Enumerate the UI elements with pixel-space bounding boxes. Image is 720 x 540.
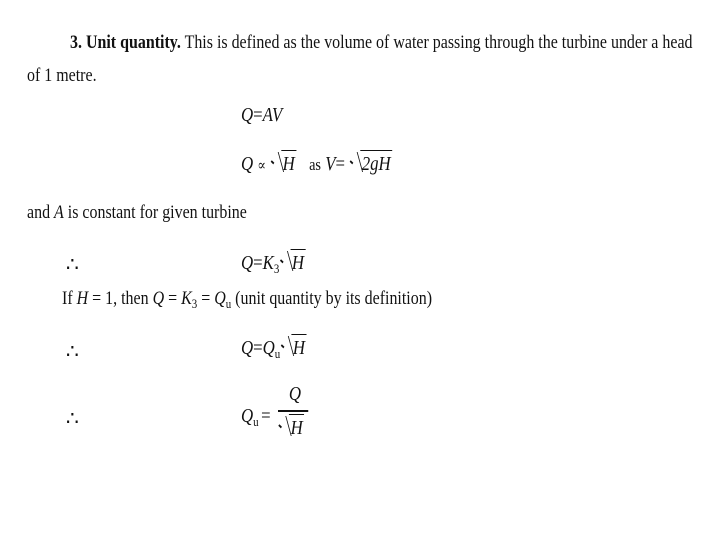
- section-number: 3.: [70, 32, 82, 53]
- sqrt-2gh: [350, 150, 392, 176]
- if-eq1: = 1, then: [88, 288, 153, 309]
- sqrt-h: [271, 150, 297, 176]
- therefore-symbol-3: ∴: [66, 406, 79, 430]
- eq3-op: =: [253, 252, 263, 274]
- constant-pre: and: [27, 202, 55, 223]
- heading-line-2: [27, 65, 97, 87]
- section-title: Unit quantity.: [85, 32, 181, 53]
- if-eq3: =: [197, 288, 215, 309]
- eq3-lhs: Q: [241, 252, 254, 274]
- heading-text-2: of 1 metre.: [27, 65, 97, 86]
- if-qu-sub: u: [225, 296, 232, 311]
- eq2-radicand2: 2gH: [361, 153, 391, 175]
- if-k: K: [181, 288, 192, 309]
- if-tail: (unit quantity by its definition): [231, 288, 433, 309]
- eq5-numerator: Q: [288, 383, 302, 405]
- if-qu: Q: [214, 288, 226, 309]
- constant-line: [27, 202, 247, 224]
- therefore-symbol-1: ∴: [66, 252, 79, 276]
- constant-post: is constant for given turbine: [63, 202, 247, 223]
- eq5-lhs: Q: [241, 405, 254, 427]
- if-word: If: [62, 288, 77, 309]
- eq3-k: K: [262, 252, 274, 274]
- eq5-sqrt-h: [279, 414, 305, 440]
- as-word: as: [309, 155, 321, 174]
- eq1-v: V: [272, 104, 283, 126]
- fraction-denominator: [278, 414, 304, 440]
- eq1-a: A: [262, 104, 273, 126]
- equation-q-qu-sqrt-h: [241, 334, 307, 360]
- constant-var: A: [54, 202, 64, 223]
- eq4-radicand: H: [292, 337, 305, 359]
- eq2-radicand: H: [282, 153, 295, 175]
- if-eq2: =: [164, 288, 182, 309]
- equation-qu-lhs: [241, 404, 271, 428]
- eq3-radicand: H: [291, 252, 305, 274]
- eq3-sqrt-h: [280, 249, 306, 275]
- proportional-symbol: ∝: [257, 158, 266, 174]
- eq5-lhs-sub: u: [253, 414, 259, 429]
- eq4-sqrt-h: [281, 334, 307, 360]
- if-line: [62, 288, 432, 310]
- heading-text-1: This is defined as the volume of water passing through the turbine under a head: [184, 32, 693, 53]
- heading-line-1: [70, 32, 693, 54]
- therefore-symbol-2: ∴: [66, 339, 79, 363]
- eq4-q-sub: u: [274, 346, 281, 361]
- equation-q-prop-sqrt-h: [241, 150, 392, 178]
- eq2-v: V: [325, 153, 336, 175]
- fraction-numerator: [289, 382, 301, 406]
- eq5-op: =: [261, 405, 271, 427]
- equation-q-k3-sqrt-h: [241, 249, 306, 275]
- eq1-lhs: Q: [241, 104, 254, 126]
- if-q: Q: [152, 288, 165, 309]
- eq4-op: =: [253, 337, 263, 359]
- equation-q-av: [241, 103, 282, 127]
- eq3-k-sub: 3: [273, 261, 280, 276]
- if-k-sub: 3: [191, 296, 198, 311]
- eq4-lhs: Q: [241, 337, 254, 359]
- if-h: H: [76, 288, 89, 309]
- eq4-q: Q: [262, 337, 275, 359]
- eq5-radicand: H: [290, 417, 303, 439]
- eq2-eq: =: [335, 153, 345, 175]
- eq2-lhs: Q: [241, 153, 254, 175]
- fraction-bar: [278, 410, 308, 412]
- eq1-op: =: [253, 104, 263, 126]
- fraction-q-over-sqrt-h: [278, 382, 312, 452]
